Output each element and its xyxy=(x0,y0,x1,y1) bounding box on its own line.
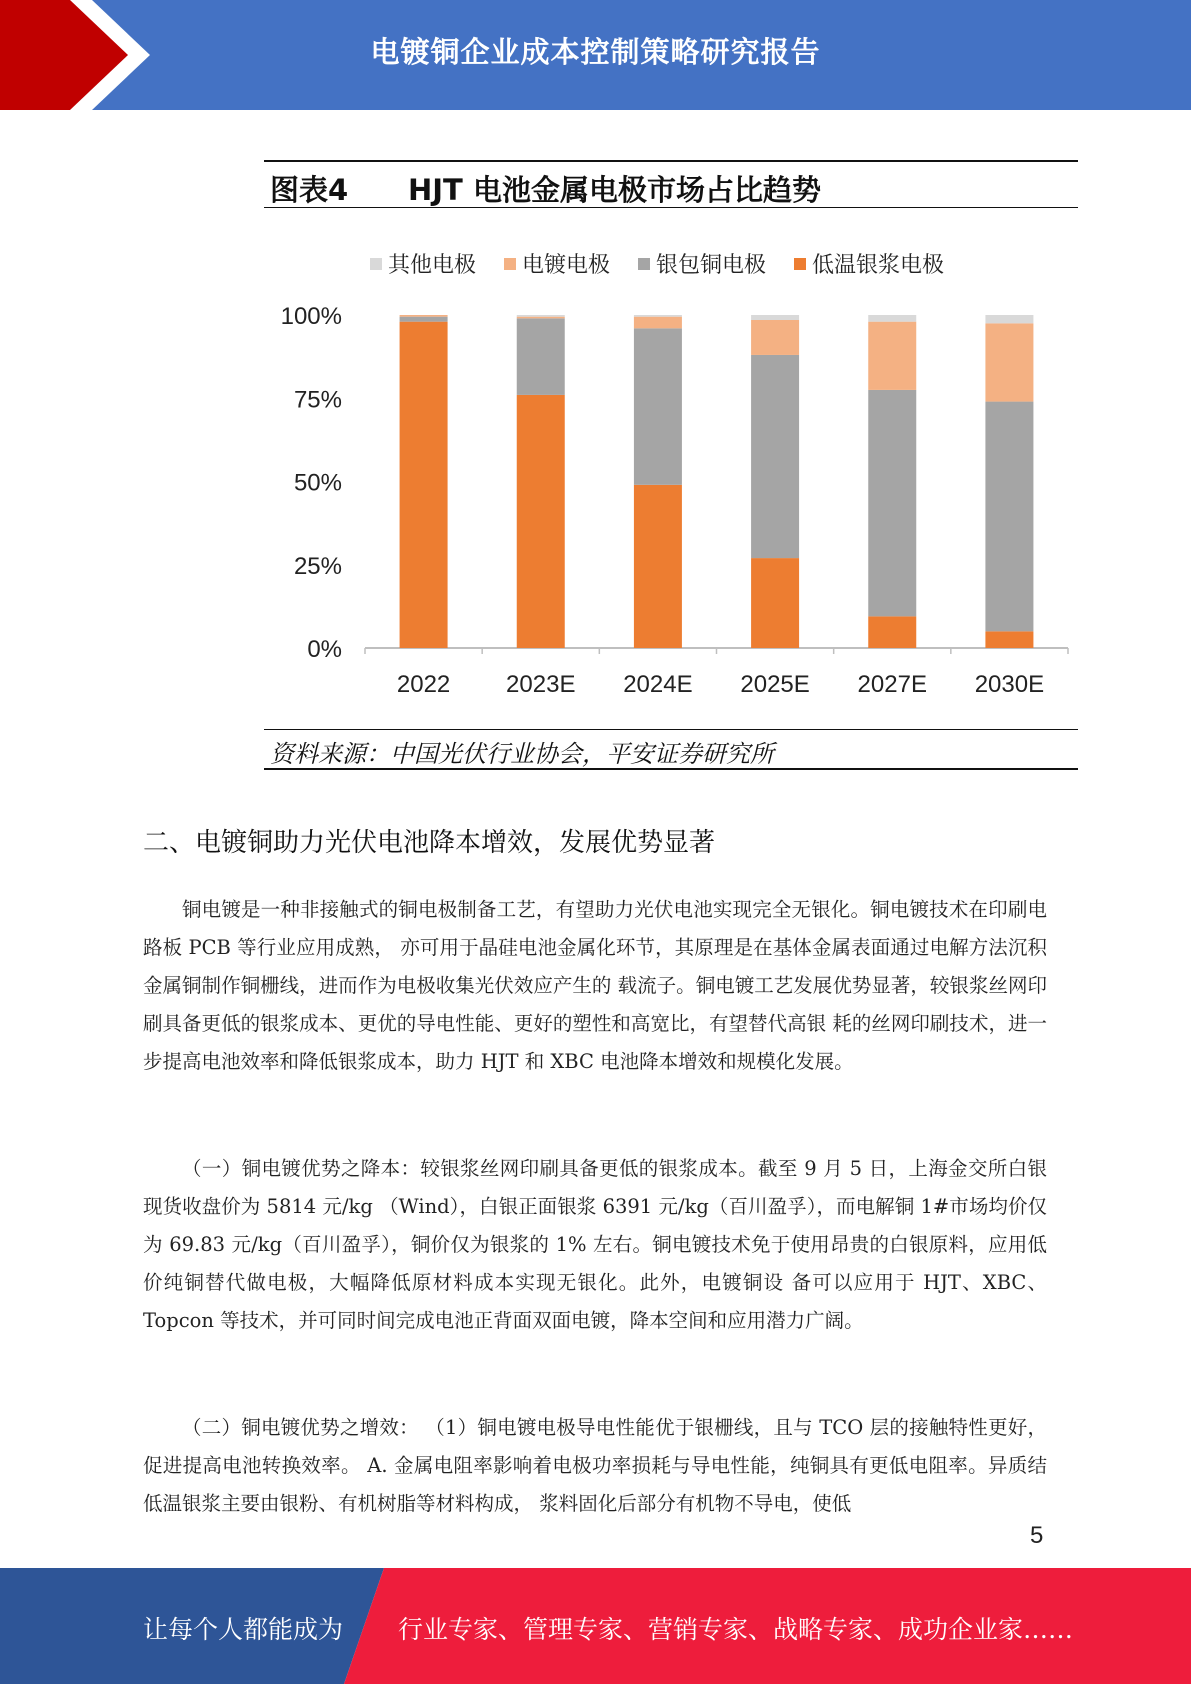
bar-segment xyxy=(868,315,916,322)
stacked-bar-chart xyxy=(260,290,1080,710)
x-tick-label: 2030E xyxy=(974,671,1045,698)
bar-segment xyxy=(517,315,565,317)
legend-swatch xyxy=(370,258,382,270)
legend-item xyxy=(638,248,766,279)
x-tick-label: 2024E xyxy=(623,671,693,698)
figure-title-rule xyxy=(264,207,1078,208)
bar-segment xyxy=(985,323,1033,401)
footer-band xyxy=(0,1568,1191,1684)
legend-item xyxy=(504,248,610,279)
x-tick-label: 2025E xyxy=(740,671,810,698)
page-number: 5 xyxy=(1030,1522,1044,1549)
bar-segment xyxy=(751,315,799,320)
legend-label: 低温银浆电极 xyxy=(812,253,945,278)
figure-top-rule xyxy=(264,160,1078,162)
body-paragraph-1: 铜电镀是一种非接触式的铜电极制备工艺，有望助力光伏电池实现完全无银化。铜电镀技术在印刷电路板 PCB 等行业应用成熟， 亦可用于晶硅电池金属化环节，其原理是在基体金属表面通过电解方法沉积金属铜制作铜栅线，进而作为电极收集光伏效应产生的 载流子。铜电镀工艺发展优势显著，较银浆丝网印刷具备更低的银浆成本、更优的导电性能、更好的塑性和高宽比，有望替代高银 耗的丝网印刷技术，进一步提高电池效率和降低银浆成本，助力 HJT 和 XBC 电池降本增效和规模化发展。 xyxy=(143,898,1047,1073)
legend-item xyxy=(794,248,944,279)
y-tick-label: 50% xyxy=(293,469,342,497)
figure-source-rule xyxy=(264,729,1078,730)
footer-slogan-left: 让每个人都能成为 xyxy=(143,1615,344,1644)
figure-title xyxy=(270,168,821,209)
bar-segment xyxy=(517,395,565,648)
bar-segment xyxy=(634,315,682,317)
legend-label: 电镀电极 xyxy=(522,253,611,278)
bar-segment xyxy=(400,315,448,317)
bar-segment xyxy=(400,322,448,648)
legend-swatch xyxy=(638,258,650,270)
bar-segment xyxy=(985,315,1033,323)
y-tick-label: 25% xyxy=(293,552,342,580)
bar-segment xyxy=(517,318,565,395)
legend-swatch xyxy=(504,258,516,270)
bar-segment xyxy=(517,317,565,319)
x-tick-label: 2022 xyxy=(396,671,451,698)
figure-bottom-rule xyxy=(264,768,1078,770)
bar-segment xyxy=(751,558,799,648)
figure-caption: HJT 电池金属电极市场占比趋势 xyxy=(408,173,821,207)
legend-swatch xyxy=(794,258,806,270)
chart-legend xyxy=(370,248,944,279)
x-tick-label: 2023E xyxy=(506,671,576,698)
legend-label: 银包铜电极 xyxy=(656,253,767,278)
bar-segment xyxy=(751,320,799,355)
y-tick-label: 0% xyxy=(307,636,342,663)
bar-segment xyxy=(868,616,916,648)
bar-segment xyxy=(634,485,682,648)
bar-segment xyxy=(634,328,682,485)
bar-segment xyxy=(868,390,916,616)
x-tick-label: 2027E xyxy=(857,671,927,698)
bar-segment xyxy=(400,317,448,322)
y-tick-label: 75% xyxy=(293,386,342,414)
y-tick-label: 100% xyxy=(280,303,342,330)
footer-slogan-right: 行业专家、管理专家、营销专家、战略专家、成功企业家…… xyxy=(398,1615,1074,1644)
body-paragraph-3: （二）铜电镀优势之增效： （1）铜电镀电极导电性能优于银栅线，且与 TCO 层的接触特性更好，促进提高电池转换效率。 A. 金属电阻率影响着电极功率损耗与导电性能，纯铜具有更低电阻率。异质结低温银浆主要由银粉、有机树脂等材料构成， 浆料固化后部分有机物不导电，使低 xyxy=(143,1416,1047,1515)
legend-item xyxy=(370,248,476,279)
report-title: 电镀铜企业成本控制策略研究报告 xyxy=(370,35,821,69)
figure-source: 资料来源：中国光伏行业协会，平安证券研究所 xyxy=(270,740,774,768)
bar-segment xyxy=(634,317,682,329)
bar-segment xyxy=(751,355,799,558)
body-paragraph-2: （一）铜电镀优势之降本：较银浆丝网印刷具备更低的银浆成本。截至 9 月 5 日，上海金交所白银现货收盘价为 5814 元/kg （Wind），白银正面银浆 6391 元/kg（百川盈孚），而电解铜 1#市场均价仅为 69.83 元/kg（百川盈孚），铜价仅为银浆的 1% 左右。铜电镀技术免于使用昂贵的白银原料，应用低价纯铜替代做电极，大幅降低原材料成本实现无银化。此外，电镀铜设 备可以应用于 HJT、XBC、Topcon 等技术，并可同时间完成电池正背面双面电镀，降本空间和应用潜力广阔。 xyxy=(143,1157,1047,1332)
bar-segment xyxy=(985,631,1033,648)
bar-segment xyxy=(985,402,1033,632)
figure-number: 图表4 xyxy=(270,173,349,207)
section-heading: 二、电镀铜助力光伏电池降本增效，发展优势显著 xyxy=(143,828,716,858)
header-band xyxy=(0,0,1191,110)
bar-segment xyxy=(868,322,916,390)
legend-label: 其他电极 xyxy=(388,253,477,278)
